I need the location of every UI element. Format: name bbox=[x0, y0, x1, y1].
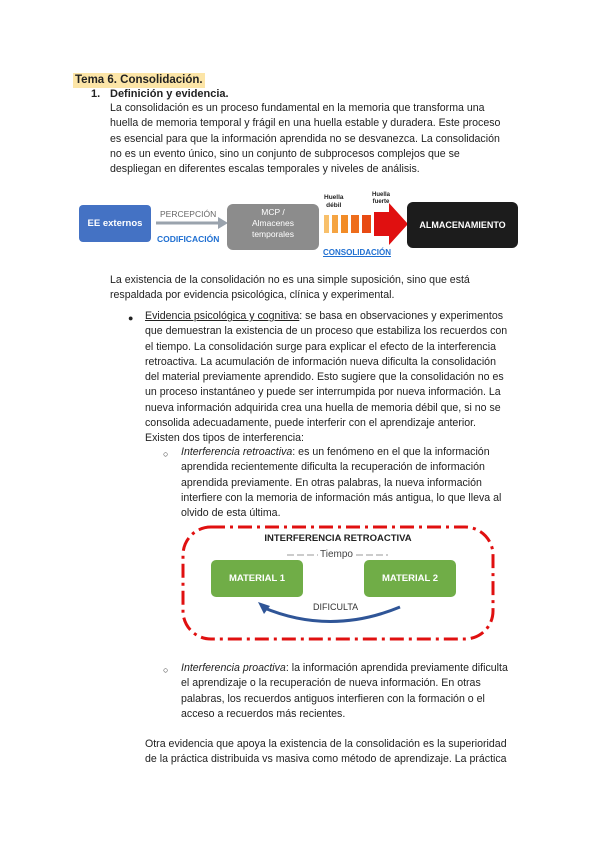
paragraph-line: acceso a recuerdos más recientes. bbox=[181, 707, 346, 720]
huella-fuerte-label bbox=[372, 192, 390, 206]
circle-bullet-icon: ○ bbox=[163, 665, 169, 675]
material-1-label: MATERIAL 1 bbox=[228, 573, 286, 584]
sub-label: Interferencia proactiva bbox=[181, 662, 286, 674]
codificacion-label: CODIFICACIÓN bbox=[157, 234, 220, 244]
red-arrow-icon bbox=[374, 203, 408, 245]
paragraph-line: del material previamente aprendido. Esto sugiere que la consolidación no es bbox=[145, 371, 504, 384]
sub-bullet-proactiva bbox=[181, 661, 508, 722]
paragraph-line: respaldada por evidencia psicológica, clínica y experimental. bbox=[110, 289, 395, 302]
paragraph-line: Otra evidencia que apoya la existencia de la consolidación es la superioridad bbox=[145, 738, 507, 750]
mcp-label-line: temporales bbox=[251, 229, 295, 239]
paragraph-3 bbox=[145, 737, 507, 768]
bullet-icon: ● bbox=[128, 313, 134, 323]
huella-fuerte-line: fuerte bbox=[372, 199, 390, 205]
paragraph-line: retroactiva. La acumulación de información nueva dificulta la consolidación bbox=[145, 355, 496, 368]
tiempo-label: Tiempo bbox=[320, 549, 353, 560]
sub-bullet-retroactiva bbox=[181, 445, 501, 521]
paragraph-line: huella de memoria temporal y frágil en una huella estable y duradera. Este proceso bbox=[110, 117, 501, 130]
paragraph-line: el tiempo. La consolidación surge para explicar el efecto de la interferencia bbox=[145, 340, 496, 353]
paragraph-line: La consolidación es un proceso fundamental en la memoria que transforma una bbox=[110, 102, 485, 114]
sub-first-line bbox=[181, 445, 501, 460]
interference-diagram bbox=[0, 520, 600, 650]
consolidacion-label: CONSOLIDACIÓN bbox=[323, 248, 391, 257]
paragraph-line: aprendida previamente. En otras palabras, la nueva información bbox=[181, 476, 482, 489]
sub-label: Interferencia retroactiva bbox=[181, 446, 293, 458]
bullet-evidencia bbox=[145, 309, 507, 447]
mcp-label-line: MCP / bbox=[261, 207, 285, 217]
material-2-label: MATERIAL 2 bbox=[381, 573, 439, 584]
paragraph-line: La existencia de la consolidación no es una simple suposición, sino que está bbox=[110, 274, 470, 286]
paragraph-line: consolida adecuadamente, puede interferir con el aprendizaje anterior. bbox=[145, 417, 476, 430]
mcp-label-line: Almacenes bbox=[251, 218, 295, 228]
almacenamiento-label: ALMACENAMIENTO bbox=[419, 220, 506, 230]
paragraph-line: no es un evento único, sino un conjunto de subprocesos complejos que se bbox=[110, 147, 460, 160]
huella-debil-label bbox=[324, 194, 344, 210]
ee-label: EE externos bbox=[87, 218, 143, 229]
mcp-label bbox=[227, 207, 319, 240]
bullet-first-rest: : se basa en observaciones y experimentos bbox=[299, 310, 504, 322]
section-heading bbox=[91, 87, 229, 102]
paragraph-2 bbox=[110, 273, 470, 304]
page-title: Tema 6. Consolidación. bbox=[73, 73, 205, 88]
circle-bullet-icon: ○ bbox=[163, 449, 169, 459]
bullet-label: Evidencia psicológica y cognitiva bbox=[145, 310, 300, 322]
section-heading-text: Definición y evidencia. bbox=[110, 88, 229, 100]
sub-first-line bbox=[181, 661, 508, 676]
gradient-bar bbox=[351, 215, 359, 233]
bullet-first-line bbox=[145, 309, 507, 324]
sub-first-rest: : es un fenómeno en el que la información bbox=[292, 446, 490, 458]
paragraph-line: de la práctica distribuida vs masiva como método de aprendizaje. La práctica bbox=[145, 753, 507, 766]
dificulta-label: DIFICULTA bbox=[313, 602, 359, 612]
curved-arrow-head bbox=[258, 602, 270, 614]
paragraph-line: aprendida recientemente dificulta la recuperación de información bbox=[181, 461, 485, 474]
percepcion-label: PERCEPCIÓN bbox=[160, 209, 217, 219]
gradient-bar bbox=[324, 215, 329, 233]
consolidation-diagram bbox=[0, 190, 600, 265]
paragraph-line: un proceso instantáneo y puede ser interrumpida por nueva información. La bbox=[145, 386, 501, 399]
section-number: 1. bbox=[91, 88, 101, 100]
paragraph-line: nueva información adquirida crea una huella de memoria débil que, si no se bbox=[145, 401, 501, 414]
gradient-bar bbox=[341, 215, 348, 233]
paragraph-1 bbox=[110, 101, 500, 177]
huella-fuerte-line: Huella bbox=[372, 192, 391, 198]
gradient-bar bbox=[362, 215, 371, 233]
diagram-title: INTERFERENCIA RETROACTIVA bbox=[264, 533, 412, 544]
paragraph-line: que demuestran la existencia de un proceso que estabiliza los recuerdos con bbox=[145, 325, 508, 338]
gradient-bar bbox=[332, 215, 338, 233]
paragraph-line: el aprendizaje o la recuperación de nueva información. En otras bbox=[181, 677, 481, 690]
paragraph-line: palabras, los recuerdos antiguos interfieren con la formación o el bbox=[181, 692, 485, 705]
huella-debil-line: Huella bbox=[324, 194, 344, 201]
paragraph-line: Existen dos tipos de interferencia: bbox=[145, 432, 304, 445]
paragraph-line: es esencial para que la información aprendida no se desvanezca. La consolidación bbox=[110, 132, 500, 145]
paragraph-line: despliegan en diferentes escalas temporales y niveles de análisis. bbox=[110, 163, 420, 176]
sub-first-rest: : la información aprendida previamente dificulta bbox=[285, 662, 508, 674]
paragraph-line: interfiere con la memoria de información más antigua, lo que lleva al bbox=[181, 491, 502, 504]
paragraph-line: olvido de esta última. bbox=[181, 507, 281, 520]
huella-debil-line: débil bbox=[326, 202, 342, 209]
